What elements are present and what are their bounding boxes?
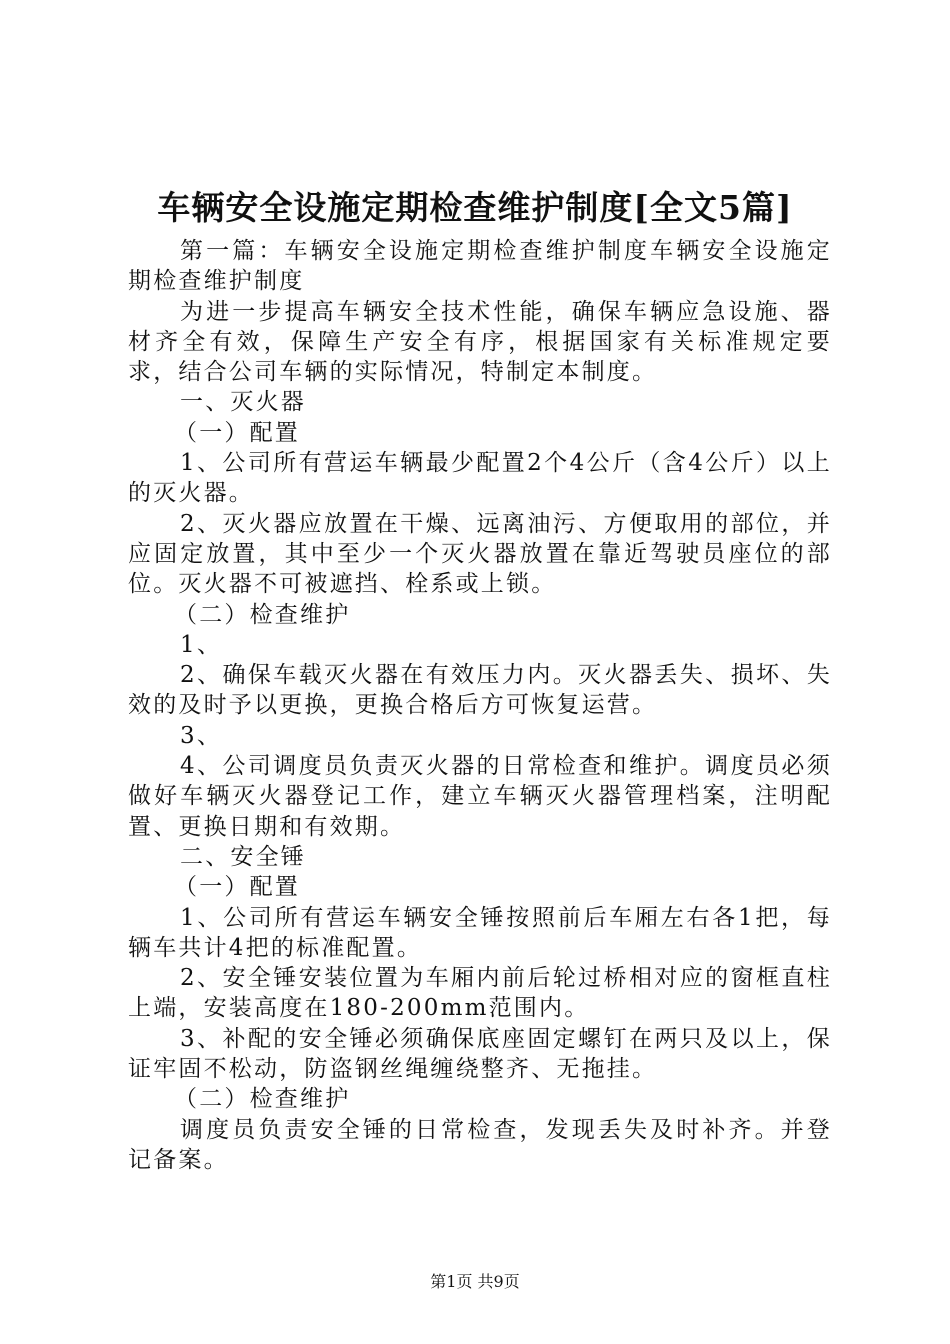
paragraph: 第一篇：车辆安全设施定期检查维护制度车辆安全设施定期检查维护制度 bbox=[128, 238, 832, 295]
paragraph: 4、公司调度员负责灭火器的日常检查和维护。调度员必须做好车辆灭火器登记工作，建立车辆灭火器管理档案，注明配置、更换日期和有效期。 bbox=[128, 753, 832, 840]
paragraph: 为进一步提高车辆安全技术性能，确保车辆应急设施、器材齐全有效，保障生产安全有序，根据国家有关标准规定要求，结合公司车辆的实际情况，特制定本制度。 bbox=[128, 298, 832, 386]
section-heading: 二、安全锤 bbox=[180, 843, 306, 870]
document-body bbox=[128, 236, 832, 1175]
paragraph: 调度员负责安全锤的日常检查，发现丢失及时补齐。并登记备案。 bbox=[128, 1116, 832, 1173]
subsection-heading: （一）配置 bbox=[174, 874, 300, 901]
section-heading: 一、灭火器 bbox=[180, 389, 306, 416]
paragraph: 3、 bbox=[180, 722, 223, 749]
paragraph: 2、安全锤安装位置为车厢内前后轮过桥相对应的窗框直柱上端，安装高度在180-200mm范围内。 bbox=[128, 965, 832, 1022]
paragraph: 1、公司所有营运车辆最少配置2个4公斤（含4公斤）以上的灭火器。 bbox=[128, 450, 832, 507]
paragraph: 1、公司所有营运车辆安全锤按照前后车厢左右各1把，每辆车共计4把的标准配置。 bbox=[128, 904, 832, 961]
subsection-heading: （二）检查维护 bbox=[174, 601, 351, 628]
document-title: 车辆安全设施定期检查维护制度[全文5篇] bbox=[157, 188, 793, 227]
subsection-heading: （一）配置 bbox=[174, 419, 300, 446]
paragraph: 3、补配的安全锤必须确保底座固定螺钉在两只及以上，保证牢固不松动，防盗钢丝绳缠绕整齐、无拖挂。 bbox=[128, 1025, 832, 1083]
paragraph: 1、 bbox=[180, 631, 223, 658]
page-number-footer: 第1页 共9页 bbox=[430, 1272, 520, 1291]
subsection-heading: （二）检查维护 bbox=[174, 1086, 351, 1113]
paragraph: 2、灭火器应放置在干燥、远离油污、方便取用的部位，并应固定放置，其中至少一个灭火器放置在靠近驾驶员座位的部位。灭火器不可被遮挡、栓系或上锁。 bbox=[128, 510, 832, 598]
paragraph: 2、确保车载灭火器在有效压力内。灭火器丢失、损坏、失效的及时予以更换，更换合格后方可恢复运营。 bbox=[128, 662, 832, 719]
